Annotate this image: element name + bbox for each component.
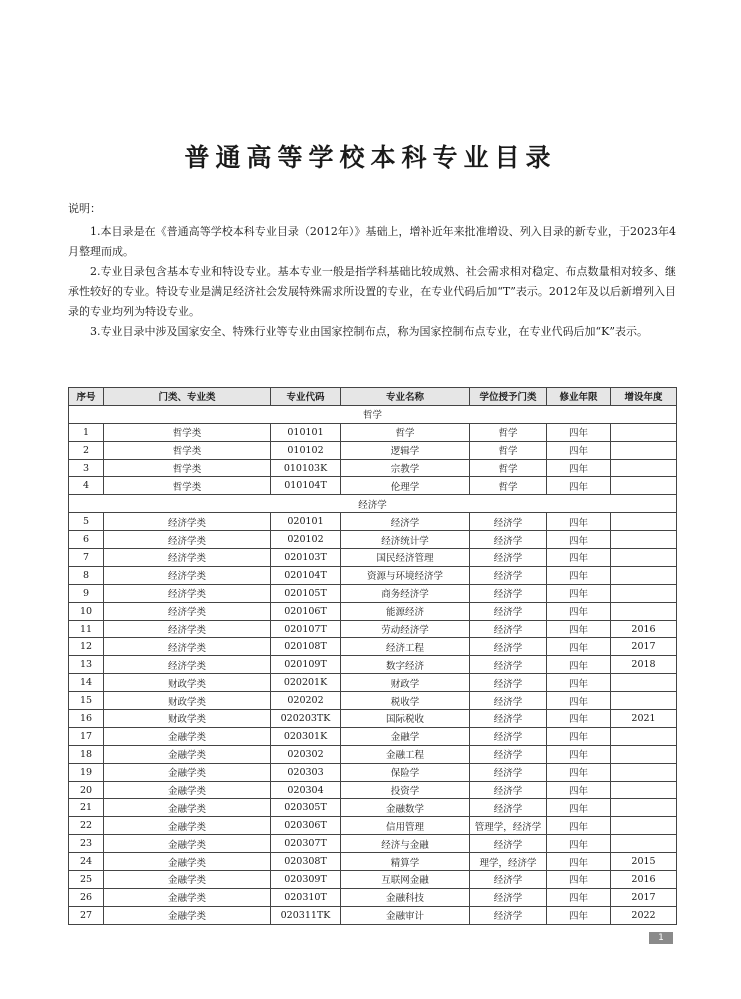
cell-duration: 四年	[547, 906, 611, 924]
cell-year-added	[611, 727, 677, 745]
table-row	[69, 745, 677, 763]
cell-category: 经济学类	[104, 566, 271, 584]
cell-year-added: 2015	[611, 853, 677, 871]
cell-degree: 经济学	[470, 620, 547, 638]
cell-duration: 四年	[547, 710, 611, 728]
table-row	[69, 763, 677, 781]
cell-major-name: 金融科技	[341, 888, 470, 906]
cell-seq: 20	[69, 781, 104, 799]
table-row	[69, 906, 677, 924]
cell-seq: 9	[69, 584, 104, 602]
cell-seq: 23	[69, 835, 104, 853]
cell-duration: 四年	[547, 549, 611, 567]
cell-degree: 经济学	[470, 727, 547, 745]
cell-degree: 经济学	[470, 888, 547, 906]
cell-seq: 22	[69, 817, 104, 835]
cell-degree: 经济学	[470, 638, 547, 656]
cell-major-name: 财政学	[341, 674, 470, 692]
cell-degree: 理学，经济学	[470, 853, 547, 871]
cell-category: 哲学类	[104, 441, 271, 459]
cell-major-name: 互联网金融	[341, 871, 470, 889]
cell-seq: 7	[69, 549, 104, 567]
cell-code: 020303	[271, 763, 341, 781]
cell-category: 金融学类	[104, 853, 271, 871]
cell-year-added	[611, 817, 677, 835]
cell-degree: 经济学	[470, 710, 547, 728]
cell-year-added	[611, 477, 677, 495]
cell-year-added	[611, 763, 677, 781]
cell-duration: 四年	[547, 620, 611, 638]
cell-code: 020108T	[271, 638, 341, 656]
cell-year-added: 2017	[611, 888, 677, 906]
cell-category: 经济学类	[104, 638, 271, 656]
cell-major-name: 金融学	[341, 727, 470, 745]
cell-code: 020105T	[271, 584, 341, 602]
cell-duration: 四年	[547, 423, 611, 441]
table-row	[69, 710, 677, 728]
cell-degree: 管理学，经济学	[470, 817, 547, 835]
table-row	[69, 423, 677, 441]
table-row	[69, 888, 677, 906]
cell-seq: 13	[69, 656, 104, 674]
table-row	[69, 549, 677, 567]
table-row	[69, 871, 677, 889]
cell-category: 经济学类	[104, 549, 271, 567]
cell-seq: 1	[69, 423, 104, 441]
cell-degree: 经济学	[470, 906, 547, 924]
header-code: 专业代码	[271, 388, 341, 406]
note-paragraph-3: 3.专业目录中涉及国家安全、特殊行业等专业由国家控制布点，称为国家控制布点专业，在专业代码后加“K”表示。	[90, 325, 648, 338]
cell-degree: 经济学	[470, 799, 547, 817]
cell-category: 经济学类	[104, 531, 271, 549]
cell-duration: 四年	[547, 745, 611, 763]
cell-category: 金融学类	[104, 799, 271, 817]
table-row	[69, 566, 677, 584]
cell-major-name: 精算学	[341, 853, 470, 871]
cell-year-added	[611, 441, 677, 459]
cell-year-added	[611, 781, 677, 799]
table-row	[69, 638, 677, 656]
cell-major-name: 国际税收	[341, 710, 470, 728]
cell-duration: 四年	[547, 638, 611, 656]
cell-duration: 四年	[547, 566, 611, 584]
cell-duration: 四年	[547, 584, 611, 602]
cell-degree: 经济学	[470, 692, 547, 710]
header-major-name: 专业名称	[341, 388, 470, 406]
cell-code: 020109T	[271, 656, 341, 674]
cell-duration: 四年	[547, 531, 611, 549]
cell-seq: 27	[69, 906, 104, 924]
section-row	[69, 405, 677, 423]
cell-category: 金融学类	[104, 727, 271, 745]
cell-code: 020202	[271, 692, 341, 710]
cell-degree: 经济学	[470, 549, 547, 567]
cell-major-name: 资源与环境经济学	[341, 566, 470, 584]
cell-category: 金融学类	[104, 745, 271, 763]
table-row	[69, 620, 677, 638]
cell-year-added	[611, 549, 677, 567]
cell-major-name: 经济统计学	[341, 531, 470, 549]
cell-year-added: 2022	[611, 906, 677, 924]
cell-year-added	[611, 674, 677, 692]
cell-year-added: 2016	[611, 871, 677, 889]
cell-seq: 2	[69, 441, 104, 459]
table-row	[69, 602, 677, 620]
cell-degree: 哲学	[470, 441, 547, 459]
cell-degree: 哲学	[470, 459, 547, 477]
cell-major-name: 经济与金融	[341, 835, 470, 853]
cell-category: 金融学类	[104, 781, 271, 799]
cell-major-name: 投资学	[341, 781, 470, 799]
cell-code: 020311TK	[271, 906, 341, 924]
cell-code: 020103T	[271, 549, 341, 567]
cell-duration: 四年	[547, 477, 611, 495]
table-row	[69, 459, 677, 477]
cell-code: 020203TK	[271, 710, 341, 728]
table-row	[69, 441, 677, 459]
cell-year-added	[611, 692, 677, 710]
cell-seq: 12	[69, 638, 104, 656]
cell-major-name: 哲学	[341, 423, 470, 441]
header-seq: 序号	[69, 388, 104, 406]
cell-major-name: 宗教学	[341, 459, 470, 477]
cell-degree: 经济学	[470, 871, 547, 889]
cell-category: 哲学类	[104, 423, 271, 441]
cell-duration: 四年	[547, 727, 611, 745]
cell-major-name: 金融审计	[341, 906, 470, 924]
cell-code: 020201K	[271, 674, 341, 692]
cell-degree: 经济学	[470, 674, 547, 692]
cell-degree: 哲学	[470, 423, 547, 441]
cell-year-added	[611, 459, 677, 477]
cell-duration: 四年	[547, 888, 611, 906]
cell-code: 020304	[271, 781, 341, 799]
cell-major-name: 数字经济	[341, 656, 470, 674]
cell-major-name: 国民经济管理	[341, 549, 470, 567]
cell-seq: 15	[69, 692, 104, 710]
cell-code: 020101	[271, 513, 341, 531]
cell-category: 财政学类	[104, 692, 271, 710]
page-number: 1	[649, 932, 673, 944]
cell-code: 020107T	[271, 620, 341, 638]
cell-major-name: 商务经济学	[341, 584, 470, 602]
section-title: 哲学	[69, 405, 677, 423]
notes-section	[68, 199, 676, 342]
cell-year-added	[611, 799, 677, 817]
cell-year-added	[611, 566, 677, 584]
cell-degree: 经济学	[470, 656, 547, 674]
cell-major-name: 经济学	[341, 513, 470, 531]
cell-degree: 哲学	[470, 477, 547, 495]
cell-seq: 3	[69, 459, 104, 477]
page-title: 普通高等学校本科专业目录	[184, 143, 557, 172]
table-row	[69, 835, 677, 853]
cell-category: 财政学类	[104, 710, 271, 728]
cell-seq: 10	[69, 602, 104, 620]
table-header-row	[69, 388, 677, 406]
cell-year-added	[611, 531, 677, 549]
cell-major-name: 能源经济	[341, 602, 470, 620]
cell-code: 020309T	[271, 871, 341, 889]
cell-degree: 经济学	[470, 602, 547, 620]
cell-major-name: 逻辑学	[341, 441, 470, 459]
cell-code: 020310T	[271, 888, 341, 906]
table-row	[69, 799, 677, 817]
note-paragraph-1: 1.本目录是在《普通高等学校本科专业目录（2012年）》基础上，增补近年来批准增设、列入目录的新专业，于2023年4月整理而成。	[68, 225, 676, 258]
cell-degree: 经济学	[470, 513, 547, 531]
table-body	[69, 405, 677, 924]
cell-code: 020302	[271, 745, 341, 763]
table-row	[69, 727, 677, 745]
cell-code: 020307T	[271, 835, 341, 853]
cell-duration: 四年	[547, 781, 611, 799]
cell-major-name: 伦理学	[341, 477, 470, 495]
cell-duration: 四年	[547, 871, 611, 889]
cell-duration: 四年	[547, 763, 611, 781]
cell-code: 010104T	[271, 477, 341, 495]
cell-category: 经济学类	[104, 513, 271, 531]
cell-code: 010102	[271, 441, 341, 459]
cell-code: 020306T	[271, 817, 341, 835]
table-row	[69, 817, 677, 835]
cell-seq: 26	[69, 888, 104, 906]
cell-year-added	[611, 602, 677, 620]
cell-category: 金融学类	[104, 906, 271, 924]
cell-major-name: 税收学	[341, 692, 470, 710]
cell-duration: 四年	[547, 853, 611, 871]
cell-category: 哲学类	[104, 459, 271, 477]
cell-seq: 21	[69, 799, 104, 817]
cell-year-added: 2017	[611, 638, 677, 656]
cell-duration: 四年	[547, 799, 611, 817]
cell-seq: 19	[69, 763, 104, 781]
cell-major-name: 经济工程	[341, 638, 470, 656]
cell-category: 金融学类	[104, 763, 271, 781]
cell-category: 经济学类	[104, 656, 271, 674]
cell-duration: 四年	[547, 602, 611, 620]
cell-duration: 四年	[547, 674, 611, 692]
section-title: 经济学	[69, 495, 677, 513]
cell-category: 经济学类	[104, 602, 271, 620]
cell-degree: 经济学	[470, 835, 547, 853]
cell-duration: 四年	[547, 835, 611, 853]
cell-year-added	[611, 513, 677, 531]
cell-category: 金融学类	[104, 817, 271, 835]
table-row	[69, 656, 677, 674]
cell-degree: 经济学	[470, 745, 547, 763]
table-row	[69, 781, 677, 799]
cell-category: 财政学类	[104, 674, 271, 692]
cell-seq: 11	[69, 620, 104, 638]
cell-seq: 8	[69, 566, 104, 584]
cell-category: 金融学类	[104, 871, 271, 889]
table-row	[69, 853, 677, 871]
cell-seq: 17	[69, 727, 104, 745]
cell-code: 020305T	[271, 799, 341, 817]
cell-category: 金融学类	[104, 835, 271, 853]
cell-code: 010101	[271, 423, 341, 441]
cell-degree: 经济学	[470, 763, 547, 781]
cell-duration: 四年	[547, 817, 611, 835]
notes-label: 说明：	[68, 202, 101, 215]
cell-year-added	[611, 745, 677, 763]
section-row	[69, 495, 677, 513]
cell-year-added	[611, 584, 677, 602]
cell-major-name: 金融数学	[341, 799, 470, 817]
cell-code: 020308T	[271, 853, 341, 871]
cell-year-added	[611, 423, 677, 441]
cell-category: 哲学类	[104, 477, 271, 495]
table-row	[69, 477, 677, 495]
table-row	[69, 531, 677, 549]
note-paragraph-2: 2.专业目录包含基本专业和特设专业。基本专业一般是指学科基础比较成熟、社会需求相对稳定、布点数量相对较多、继承性较好的专业。特设专业是满足经济社会发展特殊需求所设置的专业，在专业代码后加“T”表示。2012年及以后新增列入目录的专业均列为特设专业。	[68, 265, 676, 318]
table-row	[69, 513, 677, 531]
cell-degree: 经济学	[470, 531, 547, 549]
header-year-added: 增设年度	[611, 388, 677, 406]
cell-duration: 四年	[547, 692, 611, 710]
cell-major-name: 金融工程	[341, 745, 470, 763]
cell-category: 金融学类	[104, 888, 271, 906]
table-row	[69, 584, 677, 602]
cell-seq: 24	[69, 853, 104, 871]
cell-seq: 18	[69, 745, 104, 763]
cell-code: 010103K	[271, 459, 341, 477]
cell-major-name: 信用管理	[341, 817, 470, 835]
major-catalog-table	[68, 387, 677, 925]
header-duration: 修业年限	[547, 388, 611, 406]
cell-seq: 14	[69, 674, 104, 692]
table-row	[69, 692, 677, 710]
cell-seq: 6	[69, 531, 104, 549]
cell-category: 经济学类	[104, 620, 271, 638]
cell-major-name: 保险学	[341, 763, 470, 781]
cell-degree: 经济学	[470, 584, 547, 602]
cell-year-added: 2016	[611, 620, 677, 638]
cell-duration: 四年	[547, 441, 611, 459]
table-row	[69, 674, 677, 692]
cell-duration: 四年	[547, 656, 611, 674]
cell-code: 020102	[271, 531, 341, 549]
cell-year-added	[611, 835, 677, 853]
header-degree: 学位授予门类	[470, 388, 547, 406]
cell-category: 经济学类	[104, 584, 271, 602]
cell-seq: 25	[69, 871, 104, 889]
cell-duration: 四年	[547, 513, 611, 531]
cell-code: 020106T	[271, 602, 341, 620]
cell-duration: 四年	[547, 459, 611, 477]
cell-major-name: 劳动经济学	[341, 620, 470, 638]
cell-code: 020301K	[271, 727, 341, 745]
cell-seq: 16	[69, 710, 104, 728]
cell-degree: 经济学	[470, 781, 547, 799]
header-category: 门类、专业类	[104, 388, 271, 406]
cell-year-added: 2021	[611, 710, 677, 728]
cell-code: 020104T	[271, 566, 341, 584]
cell-degree: 经济学	[470, 566, 547, 584]
cell-seq: 5	[69, 513, 104, 531]
cell-year-added: 2018	[611, 656, 677, 674]
cell-seq: 4	[69, 477, 104, 495]
